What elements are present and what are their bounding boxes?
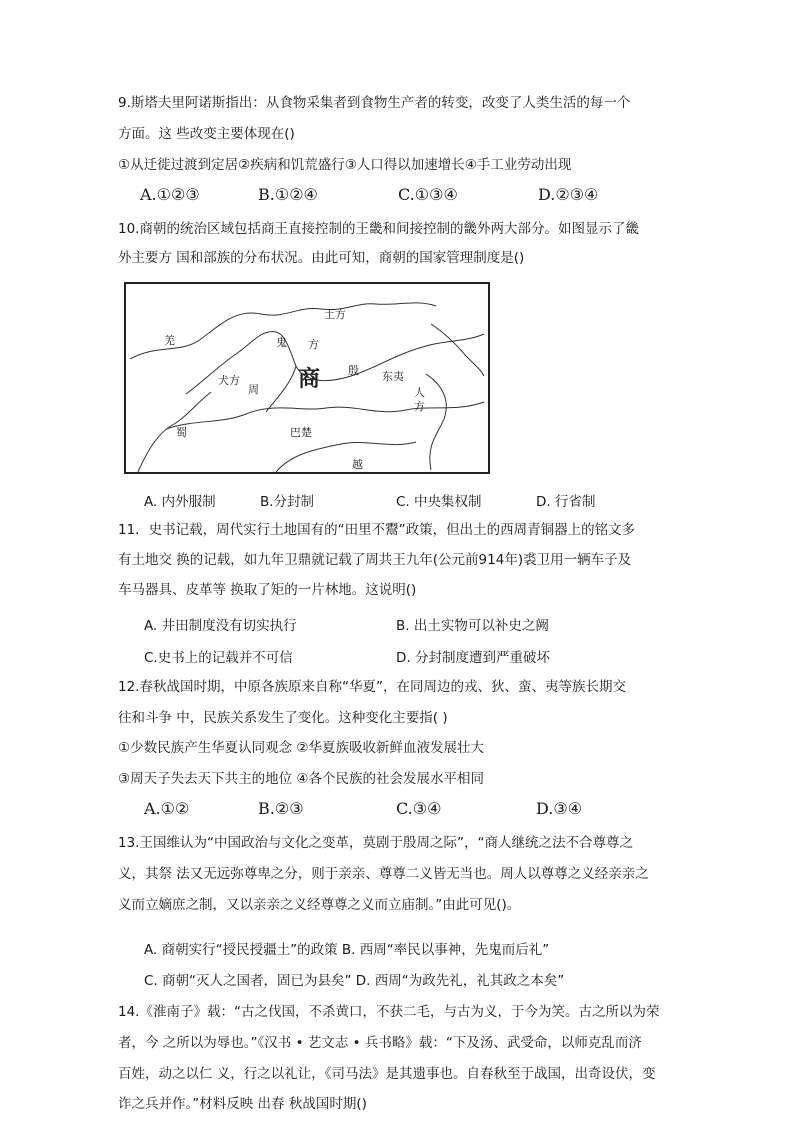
q10-option-c[interactable]: C. 中央集权制 [396, 494, 482, 510]
map-label-dongyi: 东夷 [382, 370, 404, 383]
q14-stem-line2: 者，今 之所以为辱也。”《汉书 • 艺文志 • 兵书略》载：“下及汤、武受命，以师克乱而济 [118, 1035, 642, 1051]
map-river-south [276, 442, 416, 472]
q12-statements-2: ③周天子失去天下共主的地位 ④各个民族的社会发展水平相同 [118, 771, 484, 787]
map-label-quanfang: 犬方 [218, 374, 240, 387]
shang-dynasty-map [124, 282, 490, 474]
q13-options-cd[interactable]: C. 商朝“灭人之国者，固已为县矣” D. 西周“为政先礼，礼其政之本矣” [144, 973, 565, 989]
q10-option-a[interactable]: A. 内外服制 [144, 494, 216, 510]
map-label-yin: 殷 [348, 364, 359, 377]
map-label-bachu: 巴楚 [290, 426, 312, 439]
q12-option-a[interactable]: A.①② [144, 799, 190, 818]
q9-option-c[interactable]: C.①③④ [398, 185, 458, 204]
q13-stem-line2: 义，其祭 法又无远弥尊卑之分，则于亲亲、尊尊二义皆无当也。周人以尊尊之义经亲亲之 [118, 866, 649, 882]
q11-option-d[interactable]: D. 分封制度遭到严重破坏 [396, 650, 550, 666]
q12-option-b[interactable]: B.②③ [258, 799, 304, 818]
q9-option-d[interactable]: D.②③④ [538, 185, 599, 204]
q10-stem-line2: 外主要方 国和部族的分布状况。由此可知，商朝的国家管理制度是() [118, 250, 525, 266]
q9-statements: ①从迁徙过渡到定居②疾病和饥荒盛行③人口得以加速增长④手工业劳动出现 [118, 157, 572, 173]
q11-stem-line2: 有土地交 换的记载，如九年卫鼎就记载了周共王九年(公元前914年)裘卫用一辆车子及 [118, 552, 632, 568]
q9-stem-line2: 方面。这 些改变主要体现在() [118, 126, 295, 142]
q12-stem-line2: 往和斗争 中，民族关系发生了变化。这种变化主要指( ) [118, 710, 448, 726]
map-label-yue: 越 [352, 458, 363, 471]
q11-option-c[interactable]: C.史书上的记载并不可信 [144, 650, 293, 666]
q9-stem-line1: 9.斯塔夫里阿诺斯指出：从食物采集者到食物生产者的转变，改变了人类生活的每一个 [118, 95, 631, 111]
map-terrain-east [431, 324, 484, 376]
q11-option-b[interactable]: B. 出土实物可以补史之阙 [396, 618, 549, 634]
q13-options-ab[interactable]: A. 商朝实行“授民授疆土”的政策 B. 西周“率民以事神，先鬼而后礼” [144, 942, 550, 958]
map-label-zhou: 周 [248, 383, 259, 396]
map-river-yangtze [166, 402, 484, 429]
map-label-shu: 蜀 [176, 426, 187, 439]
map-label-ren: 人 [414, 386, 425, 399]
q14-stem-line1: 14.《淮南子》载：“古之伐国，不杀黄口，不获二毛，与古为义，于今为笑。古之所以为荣 [118, 1004, 660, 1020]
q12-stem-line1: 12.春秋战国时期，中原各族原来自称“华夏”，在同周边的戎、狄、蛮、夷等族长期交 [118, 679, 626, 695]
map-river-west [138, 392, 211, 472]
map-label-qiang: 羌 [164, 334, 175, 347]
map-label-gui: 鬼 [276, 336, 287, 349]
q13-stem-line1: 13.王国维认为“中国政治与文化之变革，莫剧于殷周之际”，“商人继统之法不合尊尊之 [118, 835, 633, 851]
q14-stem-line3: 百姓，动之以仁 义，行之以礼让，《司马法》是其遗事也。自春秋至于战国，出奇设伏，变 [118, 1066, 656, 1082]
map-river-branch [266, 366, 296, 412]
q12-option-d[interactable]: D.③④ [536, 799, 583, 818]
q12-statements-1: ①少数民族产生华夏认同观念 ②华夏族吸收新鲜血液发展壮大 [118, 740, 484, 756]
q9-option-a[interactable]: A.①②③ [140, 185, 200, 204]
q10-option-b[interactable]: B.分封制 [260, 494, 315, 510]
map-river-north [130, 303, 436, 359]
q11-option-a[interactable]: A. 井田制度没有切实执行 [144, 618, 297, 634]
q10-stem-line1: 10.商朝的统治区域包括商王直接控制的王畿和间接控制的畿外两大部分。如图显示了畿 [118, 221, 639, 237]
map-label-shang: 商 [298, 367, 321, 392]
q11-stem-line1: 11．史书记载，周代实行土地国有的“田里不鬻”政策，但出土的西周青铜器上的铭文多 [118, 522, 636, 538]
q11-stem-line3: 车马器具、皮革等 换取了矩的一片林地。这说明() [118, 582, 417, 598]
q12-option-c[interactable]: C.③④ [396, 799, 442, 818]
map-label-tufang: 土方 [324, 308, 346, 321]
q14-stem-line4: 诈之兵并作。”材料反映 出春 秋战国时期() [118, 1096, 367, 1112]
map-label-fang: 方 [308, 338, 319, 351]
map-label-ren-fang: 方 [414, 400, 425, 413]
q9-option-b[interactable]: B.①②④ [258, 185, 318, 204]
map-coast [426, 374, 446, 470]
q10-option-d[interactable]: D. 行省制 [536, 494, 596, 510]
q13-stem-line3: 义而立嫡庶之制，又以亲亲之义经尊尊之义而立庙制。”由此可见()。 [118, 897, 521, 913]
